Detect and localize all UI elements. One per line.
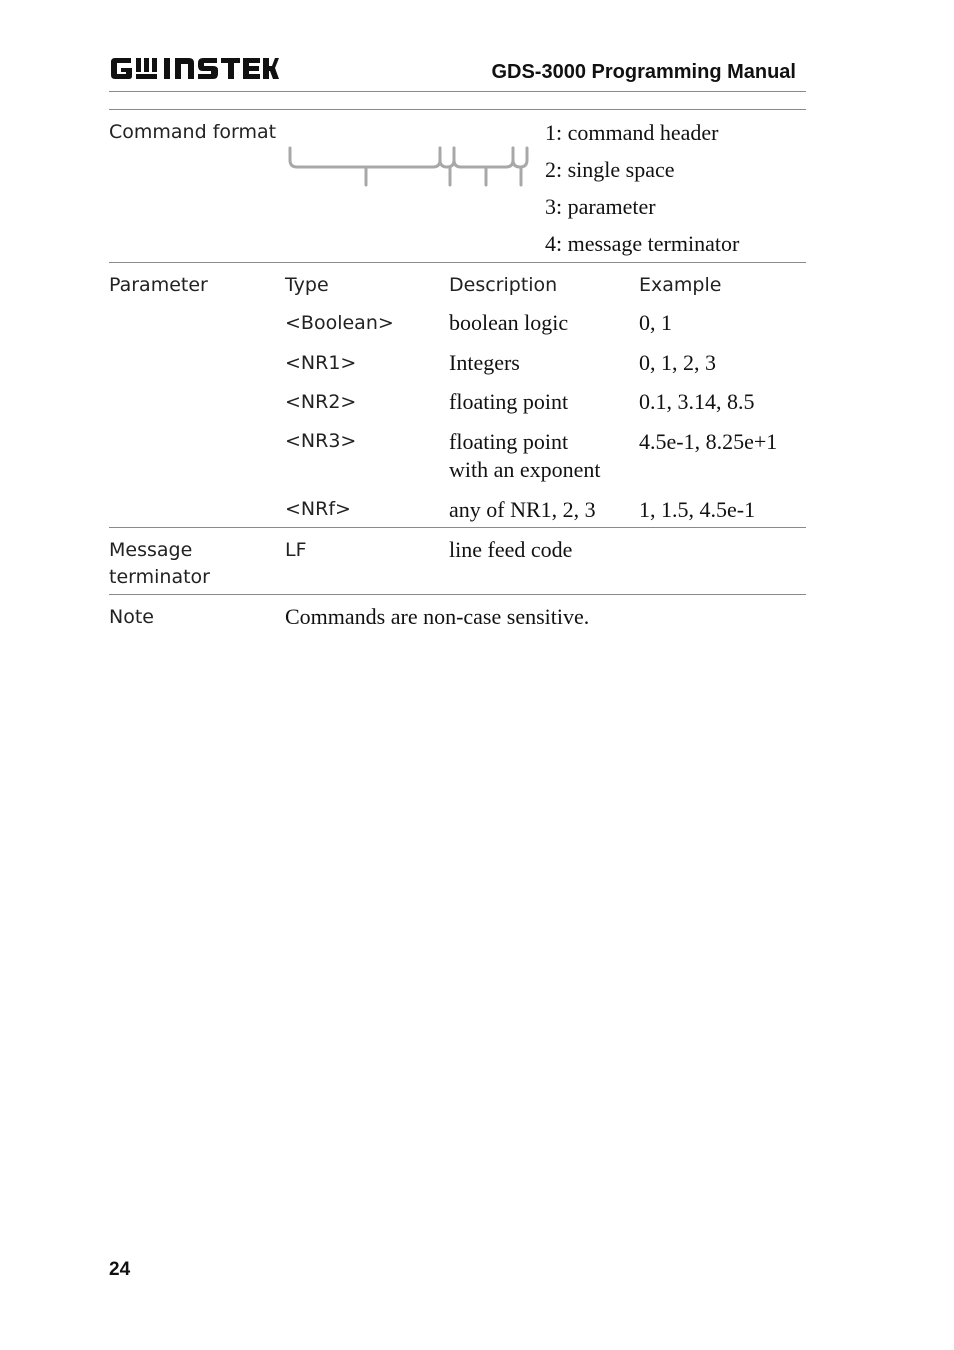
bracket-parameter	[454, 148, 513, 167]
bracket-command-header	[290, 148, 440, 167]
param-example: 1, 1.5, 4.5e-1	[639, 497, 756, 522]
legend-command-header: 1: command header	[545, 120, 719, 145]
param-type: <NR2>	[285, 391, 357, 413]
logo-graphic	[109, 54, 279, 84]
param-type: <NR1>	[285, 352, 357, 374]
param-type: <Boolean>	[285, 312, 394, 334]
section-divider	[109, 594, 806, 595]
param-description: floating point	[449, 389, 569, 414]
legend-message-terminator: 4: message terminator	[545, 231, 740, 256]
message-terminator-label: Message	[109, 539, 193, 561]
gw-instek-logo	[109, 54, 279, 89]
message-terminator-label-continued: terminator	[109, 566, 210, 588]
note-label: Note	[109, 606, 154, 628]
document-title: GDS-3000 Programming Manual	[491, 61, 796, 83]
param-example: 0, 1, 2, 3	[639, 350, 716, 375]
column-header-example: Example	[639, 274, 722, 296]
param-description-continued: with an exponent	[449, 457, 601, 482]
legend-parameter: 3: parameter	[545, 194, 656, 219]
terminator-type: LF	[285, 539, 307, 561]
parameter-label: Parameter	[109, 274, 208, 296]
param-type: <NR3>	[285, 430, 357, 452]
param-description: any of NR1, 2, 3	[449, 497, 596, 522]
section-divider	[109, 262, 806, 263]
terminator-description: line feed code	[449, 537, 573, 562]
legend-single-space: 2: single space	[545, 157, 675, 182]
bracket-terminator	[513, 148, 527, 167]
section-divider	[109, 527, 806, 528]
page-number: 24	[109, 1259, 131, 1280]
section-divider	[109, 109, 806, 110]
note-text: Commands are non-case sensitive.	[285, 604, 590, 629]
column-header-type: Type	[285, 274, 329, 296]
param-type: <NRf>	[285, 498, 351, 520]
command-format-bracket-diagram	[284, 142, 540, 190]
column-header-description: Description	[449, 274, 558, 296]
header-divider	[109, 91, 806, 92]
param-example: 4.5e-1, 8.25e+1	[639, 429, 778, 454]
param-description: boolean logic	[449, 310, 569, 335]
param-example: 0, 1	[639, 310, 672, 335]
bracket-single-space	[440, 148, 454, 167]
param-description: Integers	[449, 350, 520, 375]
command-format-label: Command format	[109, 121, 277, 143]
param-description: floating point	[449, 429, 569, 454]
param-example: 0.1, 3.14, 8.5	[639, 389, 755, 414]
